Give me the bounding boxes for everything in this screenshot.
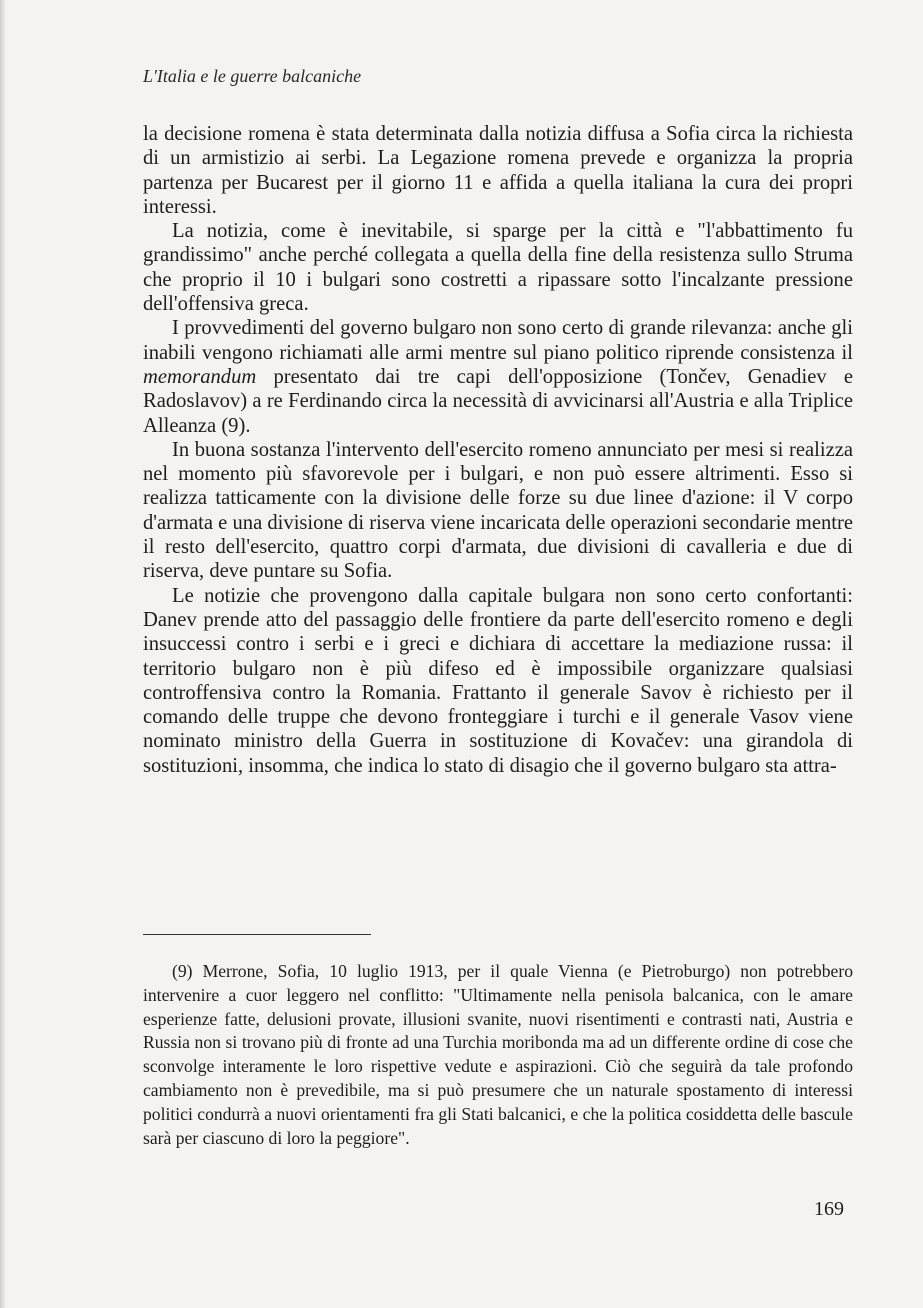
paragraph-4: In buona sostanza l'intervento dell'esercito romeno annunciato per mesi si realizza nel momento più sfavorevole per i bulgari, e non può essere altrimenti. Esso si realizza tatticamente con la divisione delle forze su due linee d'azione: il V corpo d'armata e una divisione di riserva viene incaricata delle operazioni secondarie mentre il resto dell'esercito, quattro corpi d'armata, due divisioni di cavalleria e due di riserva, deve puntare su Sofia. — [143, 438, 853, 583]
page-number: 169 — [814, 1198, 844, 1220]
running-head: L'Italia e le guerre balcaniche — [143, 66, 362, 86]
body-text — [143, 122, 853, 778]
paragraph-3-end: presentato dai tre capi dell'opposizione (Tončev, Genadiev e Radoslavov) a re Ferdinando circa la necessità di avvicinarsi all'Austria e alla Triplice Alleanza (9). — [143, 365, 853, 437]
paragraph-2: La notizia, come è inevitabile, si sparge per la città e "l'abbattimento fu grandissimo" anche perché collegata a quella della fine della resistenza sullo Struma che proprio il 10 i bulgari sono costretti a ripassare sotto l'incalzante pressione dell'offensiva greca. — [143, 220, 853, 316]
footnote-9: (9) Merrone, Sofia, 10 luglio 1913, per il quale Vienna (e Pietroburgo) non potrebbero intervenire a cuor leggero nel conflitto: "Ultimamente nella penisola balcanica, con le amare esperienze fatte, delusioni provate, illusioni svanite, nuovi risentimenti e contrasti nati, Austria e Russia non si trovano più di fronte ad una Turchia moribonda ma ad un differente ordine di cose che sconvolge interamente le loro rispettive vedute e aspirazioni. Ciò che seguirà da tale profondo cambiamento non è prevedibile, ma si può presumere che un naturale spostamento di interessi politici condurrà a nuovi orientamenti fra gli Stati balcanici, e che la politica cosiddetta delle bascule sarà per ciascuno di loro la peggiore". — [143, 961, 853, 1148]
paragraph-3 — [143, 316, 853, 437]
paragraph-3-start: I provvedimenti del governo bulgaro non sono certo di grande rilevanza: anche gli inabili vengono richiamati alle armi mentre sul piano politico riprende consistenza il — [143, 317, 853, 364]
page-edge — [0, 0, 6, 1308]
footnote-rule — [143, 934, 371, 935]
memorandum-emphasis: memorandum — [143, 365, 257, 388]
paragraph-1: la decisione romena è stata determinata dalla notizia diffusa a Sofia circa la richiesta di un armistizio ai serbi. La Legazione romena prevede e organizza la propria partenza per Bucarest per il giorno 11 e affida a quella italiana la cura dei propri interessi. — [143, 123, 853, 218]
paragraph-5: Le notizie che provengono dalla capitale bulgara non sono certo confortanti: Danev prende atto del passaggio delle frontiere da parte dell'esercito romeno e degli insuccessi contro i serbi e i greci e dichiara di accettare la mediazione russa: il territorio bulgaro non è più difeso ed è impossibile organizzare qualsiasi controffensiva contro la Romania. Frattanto il generale Savov è richiesto per il comando delle truppe che devono fronteggiare i turchi e il generale Vasov viene nominato ministro della Guerra in sostituzione di Kovačev: una girandola di sostituzioni, insomma, che indica lo stato di disagio che il governo bulgaro sta attra- — [143, 584, 853, 777]
